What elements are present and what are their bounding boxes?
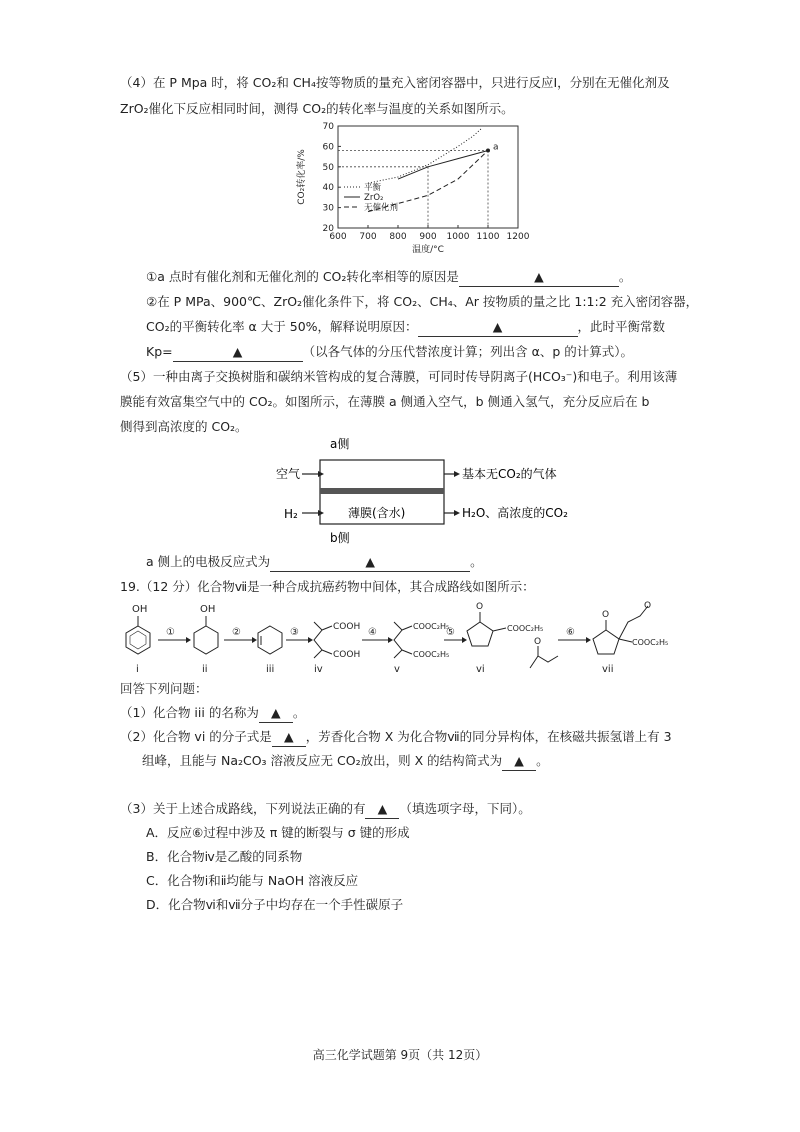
- x-tick-label: 700: [359, 232, 377, 242]
- mol-vi-ester: COOC₂H₅: [507, 624, 544, 633]
- q19-part1: [120, 704, 305, 723]
- answer-blank-q4-2[interactable]: [418, 318, 578, 337]
- q4-kp-line: [146, 343, 633, 362]
- kp-label: Kp=: [146, 344, 173, 359]
- x-tick-label: 900: [419, 232, 437, 242]
- arrowhead-1: [186, 637, 191, 643]
- mol-vii-o: O: [602, 610, 610, 620]
- mol-vi-ring: [467, 622, 493, 646]
- answer-blank-19-2a[interactable]: [272, 728, 306, 747]
- mol-label-vii: vii: [602, 664, 614, 675]
- point-a-marker: [486, 148, 490, 152]
- q4-sub2-suffix: ，此时平衡常数: [577, 319, 666, 334]
- mol-iv-cooh-top: COOH: [333, 622, 361, 632]
- mol-iv-cooh-bottom: COOH: [333, 650, 361, 660]
- point-a-label: a: [493, 142, 499, 153]
- q5-line2: 膜能有效富集空气中的 CO₂。如图所示，在薄膜 a 侧通入空气，b 侧通入氢气，充分反应后在 b: [120, 394, 650, 409]
- y-tick-label: 20: [322, 224, 334, 234]
- answer-blank-19-3[interactable]: [365, 800, 399, 819]
- y-tick-label: 60: [322, 142, 334, 153]
- step-3-label: ③: [290, 627, 299, 638]
- mol-label-i: i: [136, 664, 139, 675]
- step-6-label: ⑥: [566, 627, 575, 638]
- q19-part3-text: （3）关于上述合成路线，下列说法正确的有: [120, 801, 366, 816]
- mol-label-iii: iii: [266, 664, 275, 675]
- y-tick-label: 70: [322, 122, 334, 132]
- q19-part2-line2: [142, 752, 549, 771]
- q5-question-text: a 侧上的电极反应式为: [146, 554, 271, 569]
- q19-part3-end: （填选项字母，下同）。: [399, 801, 531, 816]
- answer-marker: ▲: [492, 319, 503, 334]
- output-top-label: 基本无CO₂的气体: [462, 467, 557, 481]
- answer-marker: ▲: [283, 729, 294, 744]
- q5-question: [146, 553, 483, 572]
- q19-part1-text: （1）化合物 iii 的名称为: [120, 705, 259, 720]
- arrow-top-out-head: [454, 471, 460, 477]
- step-1-label: ①: [166, 627, 175, 638]
- mol-v-ester-top: COOC₂H₅: [413, 622, 450, 631]
- q4-sub2-line1: ②在 P MPa、900℃、ZrO₂催化条件下，将 CO₂、CH₄、Ar 按物质的量之比 1:1:2 充入密闭容器，: [146, 294, 699, 309]
- q19-part1-end: 。: [292, 705, 306, 720]
- y-tick-label: 50: [322, 162, 334, 173]
- q4-sub2-line2: [146, 318, 665, 337]
- step-5-label: ⑤: [446, 627, 455, 638]
- mol-label-v: v: [394, 664, 400, 675]
- q4-sub1: [146, 268, 631, 287]
- option-b: B．化合物ⅳ是乙酸的同系物: [146, 849, 303, 864]
- page-footer: 高三化学试题第 9页（共 12页）: [312, 1048, 488, 1062]
- q19-part2-mid: ，芳香化合物 X 为化合物ⅶ的同分异构体，在核磁共振氢谱上有 3: [305, 729, 672, 744]
- q19-part2-text: （2）化合物 vi 的分子式是: [120, 729, 272, 744]
- option-c: C．化合物ⅰ和ⅱ均能与 NaOH 溶液反应: [146, 873, 359, 888]
- co2-conversion-chart: [290, 118, 540, 258]
- arrowhead-5: [462, 637, 467, 643]
- y-tick-label: 40: [322, 183, 334, 194]
- answer-blank-19-1[interactable]: [259, 704, 293, 723]
- q19-part2-line2-end: 。: [536, 753, 549, 768]
- q19-heading: 19.（12 分）化合物ⅶ是一种合成抗癌药物中间体，其合成路线如图所示：: [120, 579, 535, 594]
- mol-label-vi: vi: [476, 664, 485, 675]
- q4-sub1-text: ①a 点时有催化剂和无催化剂的 CO₂转化率相等的原因是: [146, 269, 459, 284]
- mol-mvk-o: O: [534, 637, 542, 647]
- mol-ii-oh: OH: [200, 604, 216, 615]
- mol-iv-bond-bottom: [322, 650, 332, 654]
- answer-blank-q4-1[interactable]: [459, 268, 619, 287]
- arrow-h2-in-head: [318, 510, 324, 516]
- x-tick-label: 1200: [506, 232, 530, 242]
- kp-note: （以各气体的分压代替浓度计算；列出含 α、p 的计算式）。: [302, 344, 633, 359]
- synthesis-route: [118, 596, 678, 682]
- step-2-label: ②: [232, 627, 241, 638]
- answer-marker: ▲: [514, 753, 524, 768]
- series-line-dotted: [368, 128, 482, 183]
- arrowhead-3: [308, 637, 313, 643]
- x-tick-label: 1100: [476, 232, 500, 242]
- x-axis-label: 温度/°C: [412, 245, 444, 255]
- mol-v-chain: [394, 622, 402, 658]
- input-h2-label: H₂: [284, 507, 298, 521]
- arrow-air-in-head: [318, 471, 324, 477]
- membrane-diagram: [270, 436, 590, 548]
- membrane-layer: [320, 488, 444, 494]
- output-bottom-label: H₂O、高浓度的CO₂: [462, 506, 568, 520]
- answer-blank-kp[interactable]: [173, 343, 303, 362]
- mol-v-ester-bottom: COOC₂H₅: [413, 650, 450, 659]
- mol-ii-ring: [194, 626, 218, 654]
- answer-marker: ▲: [377, 801, 388, 816]
- mol-i-inner: [130, 631, 146, 649]
- option-a: A．反应⑥过程中涉及 π 键的断裂与 σ 键的形成: [146, 825, 410, 840]
- legend-label: ZrO₂: [364, 193, 384, 203]
- y-axis-label: CO₂转化率/%: [297, 149, 307, 205]
- q19-part3: [120, 800, 531, 819]
- x-tick-label: 800: [389, 232, 407, 242]
- q19-part2-line1: [120, 728, 672, 747]
- answer-blank-19-2b[interactable]: [502, 752, 536, 771]
- mol-v-bond-bottom: [402, 650, 412, 654]
- q5-line1: （5）一种由离子交换树脂和碳纳米管构成的复合薄膜，可同时传导阴离子(HCO₃⁻)和电子。利用该薄: [120, 369, 678, 384]
- arrow-bottom-out-head: [454, 510, 460, 516]
- x-tick-label: 1000: [446, 232, 470, 242]
- q19-part2-line2-text: 组峰，且能与 Na₂CO₃ 溶液反应无 CO₂放出，则 X 的结构简式为: [142, 753, 503, 768]
- mol-i-oh: OH: [132, 604, 148, 615]
- y-tick-label: 30: [322, 203, 334, 214]
- q5-question-end: 。: [470, 554, 483, 569]
- q4-sub2-text: CO₂的平衡转化率 α 大于 50%，解释说明原因：: [146, 319, 418, 334]
- mol-vii-ester-bond: [619, 639, 632, 642]
- legend-label: 无催化剂: [364, 203, 399, 213]
- option-d: D．化合物ⅵ和ⅶ分子中均存在一个手性碳原子: [146, 897, 404, 912]
- mol-vi-ester-bond: [493, 628, 506, 631]
- mol-label-iv: iv: [314, 664, 323, 675]
- mol-vii-ester: COOC₂H₅: [632, 638, 669, 647]
- arrowhead-2: [252, 637, 257, 643]
- q5-line3: 侧得到高浓度的 CO₂。: [120, 419, 248, 434]
- mol-vii-ring: [593, 630, 619, 654]
- mol-iv-chain: [314, 622, 322, 658]
- answer-marker: ▲: [365, 554, 375, 569]
- answer-marker: ▲: [232, 344, 243, 359]
- answer-marker: ▲: [271, 705, 281, 720]
- q4-intro-line2: ZrO₂催化下反应相同时间，测得 CO₂的转化率与温度的关系如图所示。: [120, 101, 514, 116]
- side-a-label: a侧: [330, 437, 350, 451]
- q4-intro-line1: （4）在 P Mpa 时，将 CO₂和 CH₄按等物质的量充入密闭容器中，只进行反应Ⅰ，分别在无催化剂及: [120, 75, 670, 90]
- mol-label-ii: ii: [202, 664, 208, 675]
- x-tick-label: 600: [329, 232, 347, 242]
- mol-mvk: [530, 656, 558, 668]
- step-4-label: ④: [368, 627, 377, 638]
- side-b-label: b侧: [330, 531, 350, 545]
- legend-label: 平衡: [364, 183, 382, 193]
- mol-iv-bond-top: [322, 626, 332, 630]
- mol-i-ring: [126, 626, 150, 654]
- answer-blank-q5[interactable]: [270, 553, 470, 572]
- q4-sub1-end: 。: [618, 269, 632, 284]
- series-line-solid: [398, 150, 488, 179]
- arrowhead-6: [586, 637, 591, 643]
- mol-v-bond-top: [402, 626, 412, 630]
- mol-iii-ring: [258, 626, 282, 654]
- mol-vi-o: O: [476, 602, 484, 612]
- answer-marker: ▲: [534, 269, 544, 284]
- membrane-label: 薄膜(含水): [348, 506, 406, 520]
- input-air-label: 空气: [276, 467, 301, 481]
- arrowhead-4: [388, 637, 393, 643]
- answer-prompt: 回答下列问题：: [120, 681, 208, 696]
- mol-vii-chain-o: O: [644, 601, 652, 611]
